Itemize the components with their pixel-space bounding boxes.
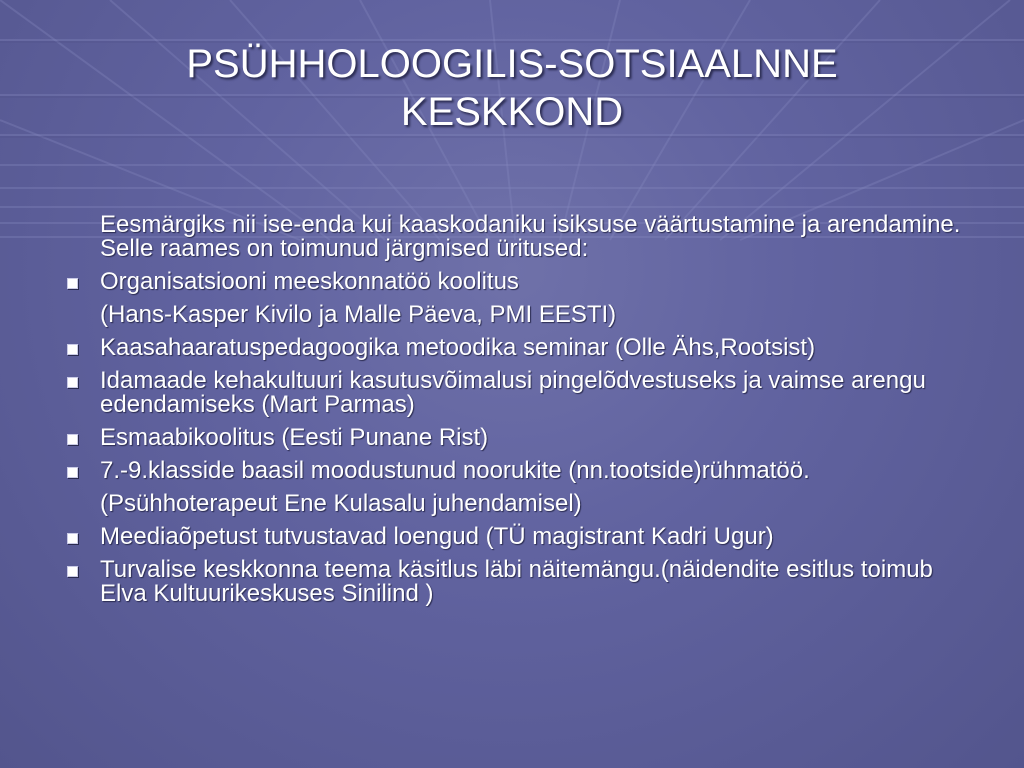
item-text: Meediaõpetust tutvustavad loengud (TÜ magistrant Kadri Ugur) — [100, 523, 774, 550]
bullet-item — [60, 459, 980, 483]
bullet-item — [60, 426, 980, 450]
slide-body — [60, 213, 980, 615]
item-text: (Hans-Kasper Kivilo ja Malle Päeva, PMI EESTI) — [100, 301, 617, 328]
square-bullet-icon — [67, 566, 78, 577]
bullet-item — [60, 525, 980, 549]
item-text: Turvalise keskkonna teema käsitlus läbi näitemängu.(näidendite esitlus toimub Elva Kultuurikeskuses Sinilind ) — [100, 556, 933, 607]
square-bullet-icon — [67, 467, 78, 478]
square-bullet-icon — [67, 278, 78, 289]
item-text: 7.-9.klasside baasil moodustunud noorukite (nn.tootside)rühmatöö. — [100, 457, 810, 484]
square-bullet-icon — [67, 344, 78, 355]
intro-paragraph — [60, 213, 980, 261]
square-bullet-icon — [67, 434, 78, 445]
continuation-line — [60, 492, 980, 516]
slide-title — [60, 40, 964, 136]
item-text: Kaasahaaratuspedagoogika metoodika seminar (Olle Ähs,Rootsist) — [100, 334, 816, 361]
item-text: (Psühhoterapeut Ene Kulasalu juhendamisel) — [100, 490, 582, 517]
bullet-item — [60, 558, 980, 606]
square-bullet-icon — [67, 377, 78, 388]
item-text: Eesmärgiks nii ise-enda kui kaaskodaniku isiksuse väärtustamine ja arendamine. Selle raames on toimunud järgmised üritused: — [100, 211, 961, 262]
bullet-item — [60, 270, 980, 294]
bullet-item — [60, 369, 980, 417]
square-bullet-icon — [67, 533, 78, 544]
bullet-item — [60, 336, 980, 360]
title-line-2: KESKKOND — [400, 90, 624, 134]
continuation-line — [60, 303, 980, 327]
item-text: Organisatsiooni meeskonnatöö koolitus — [100, 268, 519, 295]
item-text: Esmaabikoolitus (Eesti Punane Rist) — [100, 424, 489, 451]
title-line-1: PSÜHHOLOOGILIS-SOTSIAALNNE — [186, 42, 838, 86]
item-text: Idamaade kehakultuuri kasutusvõimalusi pingelõdvestuseks ja vaimse arengu edendamiseks (Mart Parmas) — [100, 367, 926, 418]
